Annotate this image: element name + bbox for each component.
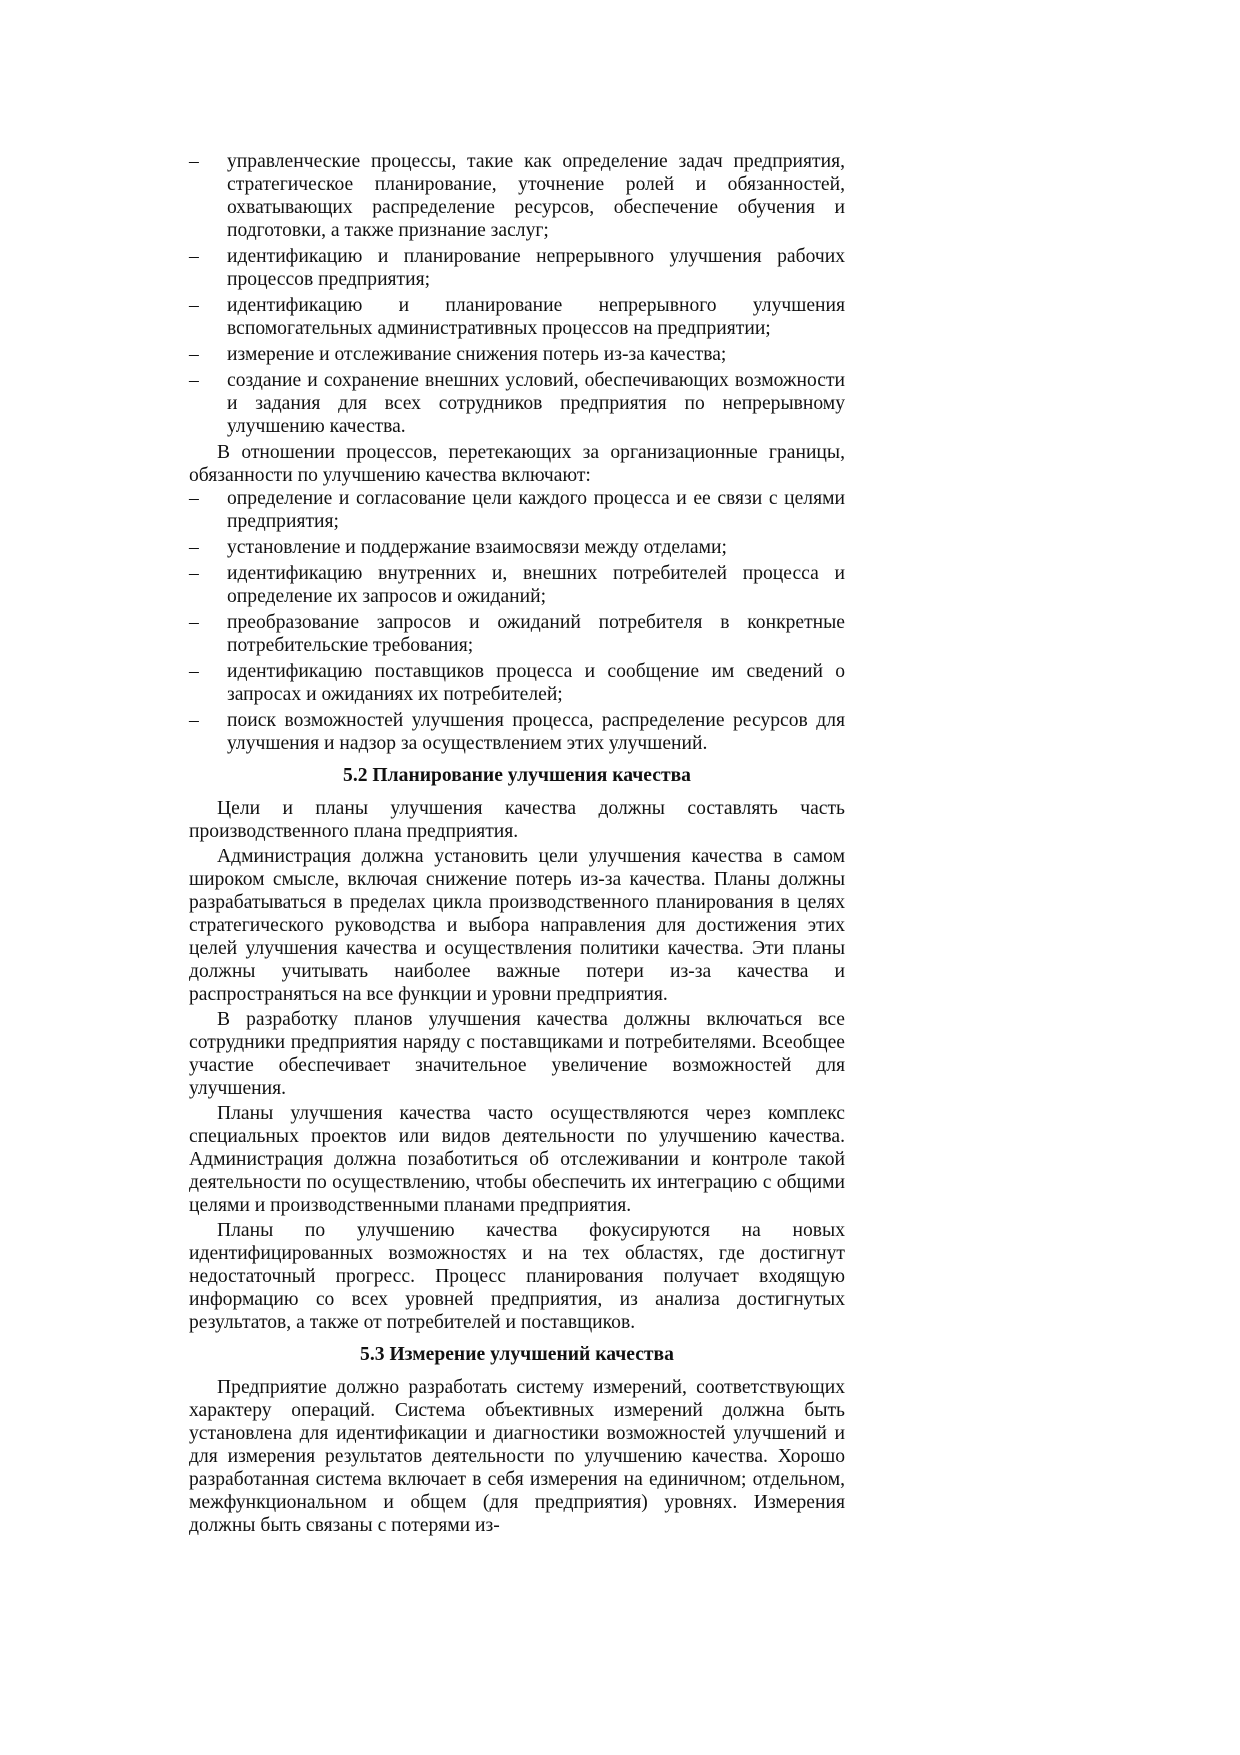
dash-bullet: –	[189, 344, 199, 365]
body-paragraph: Администрация должна установить цели улучшения качества в самом широком смысле, включая снижение потерь из-за качества. Планы должны разрабатываться в пределах цикла производственного планирования в целях стратегического руководства и выбора направления для достижения этих целей улучшения качества и осуществления политики качества. Эти планы должны учитывать наиболее важные потери из-за качества и распространяться на все функции и уровни предприятия.	[189, 846, 845, 1005]
dash-bullet: –	[189, 661, 199, 682]
section-heading-5-3: 5.3 Измерение улучшений качества	[360, 1344, 674, 1365]
intro-paragraph: В отношении процессов, перетекающих за организационные границы, обязанности по улучшению качества включают:	[189, 442, 845, 486]
dash-bullet: –	[189, 537, 199, 558]
list-item	[189, 294, 845, 340]
list-item-text: преобразование запросов и ожиданий потребителя в конкретные потребительские требования;	[227, 612, 845, 656]
dash-bullet: –	[189, 246, 199, 267]
list-item-text: идентификацию внутренних и, внешних потребителей процесса и определение их запросов и ожиданий;	[227, 563, 845, 607]
body-paragraph: В разработку планов улучшения качества должны включаться все сотрудники предприятия наряду с поставщиками и потребителями. Всеобщее участие обеспечивает значительное увеличение возможностей для улучшения.	[189, 1009, 845, 1099]
body-paragraph: Планы улучшения качества часто осуществляются через комплекс специальных проектов или видов деятельности по улучшению качества. Администрация должна позаботиться об отслеживании и контроле такой деятельности по осуществлению, чтобы обеспечить их интеграцию с общими целями и производственными планами предприятия.	[189, 1103, 845, 1216]
list-item	[189, 245, 845, 291]
list-item-text: идентификацию и планирование непрерывного улучшения рабочих процессов предприятия;	[227, 246, 845, 290]
list-item-text: измерение и отслеживание снижения потерь из-за качества;	[227, 344, 727, 365]
dash-bullet: –	[189, 563, 199, 584]
list-item	[189, 611, 845, 657]
section-heading-5-2: 5.2 Планирование улучшения качества	[343, 765, 691, 786]
list-item	[189, 536, 845, 559]
list-item	[189, 562, 845, 608]
body-paragraph: Цели и планы улучшения качества должны составлять часть производственного плана предприятия.	[189, 798, 845, 842]
list-item-text: создание и сохранение внешних условий, обеспечивающих возможности и задания для всех сотрудников предприятия по непрерывному улучшению качества.	[227, 370, 845, 437]
dash-bullet: –	[189, 295, 199, 316]
list-item	[189, 660, 845, 706]
list-item-text: поиск возможностей улучшения процесса, распределение ресурсов для улучшения и надзор за осуществлением этих улучшений.	[227, 710, 845, 754]
dash-bullet: –	[189, 488, 199, 509]
list-item-text: идентификацию и планирование непрерывного улучшения вспомогательных административных процессов на предприятии;	[227, 295, 845, 339]
body-paragraph: Предприятие должно разработать систему измерений, соответствующих характеру операций. Система объективных измерений должна быть установлена для идентификации и диагностики возможностей улучшений и для измерения результатов деятельности по улучшению качества. Хорошо разработанная система включает в себя измерения на единичном; отдельном, межфункциональном и общем (для предприятия) уровнях. Измерения должны быть связаны с потерями из-	[189, 1377, 845, 1536]
list-item	[189, 369, 845, 438]
list-item-text: установление и поддержание взаимосвязи между отделами;	[227, 537, 727, 558]
dash-bullet: –	[189, 710, 199, 731]
process-responsibilities-list	[189, 487, 845, 755]
list-item	[189, 150, 845, 242]
list-item-text: определение и согласование цели каждого процесса и ее связи с целями предприятия;	[227, 488, 845, 532]
dash-bullet: –	[189, 612, 199, 633]
document-page	[189, 150, 845, 1537]
dash-bullet: –	[189, 151, 199, 172]
list-item-text: идентификацию поставщиков процесса и сообщение им сведений о запросах и ожиданиях их потребителей;	[227, 661, 845, 705]
dash-bullet: –	[189, 370, 199, 391]
list-item	[189, 343, 845, 366]
list-item	[189, 487, 845, 533]
list-item-text: управленческие процессы, такие как определение задач предприятия, стратегическое планирование, уточнение ролей и обязанностей, охватывающих распределение ресурсов, обеспечение обучения и подготовки, а также признание заслуг;	[227, 151, 845, 241]
body-paragraph: Планы по улучшению качества фокусируются на новых идентифицированных возможностях и на тех областях, где достигнут недостаточный прогресс. Процесс планирования получает входящую информацию со всех уровней предприятия, из анализа достигнутых результатов, а также от потребителей и поставщиков.	[189, 1220, 845, 1333]
list-item	[189, 709, 845, 755]
responsibilities-list	[189, 150, 845, 438]
